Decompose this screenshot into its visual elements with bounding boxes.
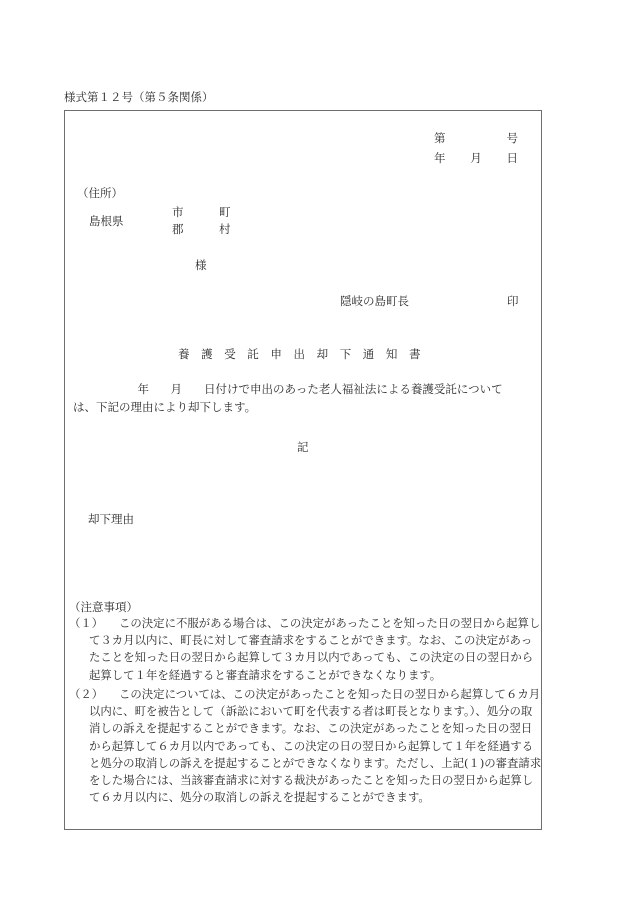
document-title: 養護受託申出却下通知書	[178, 347, 433, 361]
issue-date-row	[434, 151, 518, 165]
note-number: （２）	[69, 687, 104, 701]
note-number: （１）	[69, 616, 104, 630]
honorific: 様	[195, 258, 207, 272]
town-label: 町	[219, 205, 231, 219]
body-month: 月	[170, 382, 182, 396]
body-line1-text: 日付けで申出のあった老人福祉法による養護受託について	[204, 382, 503, 396]
issuer-name: 隠岐の島町長	[340, 294, 409, 308]
note-text: この決定に不服がある場合は、この決定があったことを知った日の翌日から起算して３カ月以内に、町長に対して審査請求をすることができます。なお、この決定があったことを知った日の翌日から起算して３カ月以内であっても、この決定の日の翌日から起算して１年を経過すると審査請求をすることができなくなります。	[89, 616, 541, 682]
date-day: 日	[506, 151, 518, 165]
note-item	[69, 615, 543, 684]
form-number-label: 様式第１２号（第５条関係）	[64, 90, 214, 104]
village-label: 村	[219, 222, 231, 236]
body-line-2: は、下記の理由により却下します。	[73, 400, 257, 414]
number-prefix: 第	[434, 131, 446, 145]
county-label: 郡	[172, 222, 184, 236]
ki-heading: 記	[297, 440, 309, 454]
date-month: 月	[470, 151, 482, 165]
note-text: この決定については、この決定があったことを知った日の翌日から起算して６カ月以内に、町を被告として（訴訟において町を代表する者は町長となります。）、処分の取消しの訴えを提起することができます。なお、この決定があったことを知った日の翌日から起算して６カ月以内であっても、この決定の日の翌日から起算して１年を経過すると処分の取消しの訴えを提起することができなくなります。ただし、上記(１)の審査請求をした場合には、当該審査請求に対する裁決があったことを知った日の翌日から起算して６カ月以内に、処分の取消しの訴えを提起することができます。	[89, 687, 542, 805]
document-number-row	[434, 131, 518, 145]
rejection-reason-label: 却下理由	[88, 512, 134, 526]
note-item	[69, 686, 543, 806]
notes-heading: （注意事項）	[69, 600, 138, 614]
date-year: 年	[434, 151, 446, 165]
address-label: （住所）	[77, 186, 123, 200]
city-label: 市	[172, 205, 184, 219]
prefecture: 島根県	[89, 214, 124, 228]
seal-mark: 印	[507, 294, 519, 308]
body-line-1	[78, 382, 503, 396]
number-suffix: 号	[506, 131, 518, 145]
body-year: 年	[137, 382, 149, 396]
